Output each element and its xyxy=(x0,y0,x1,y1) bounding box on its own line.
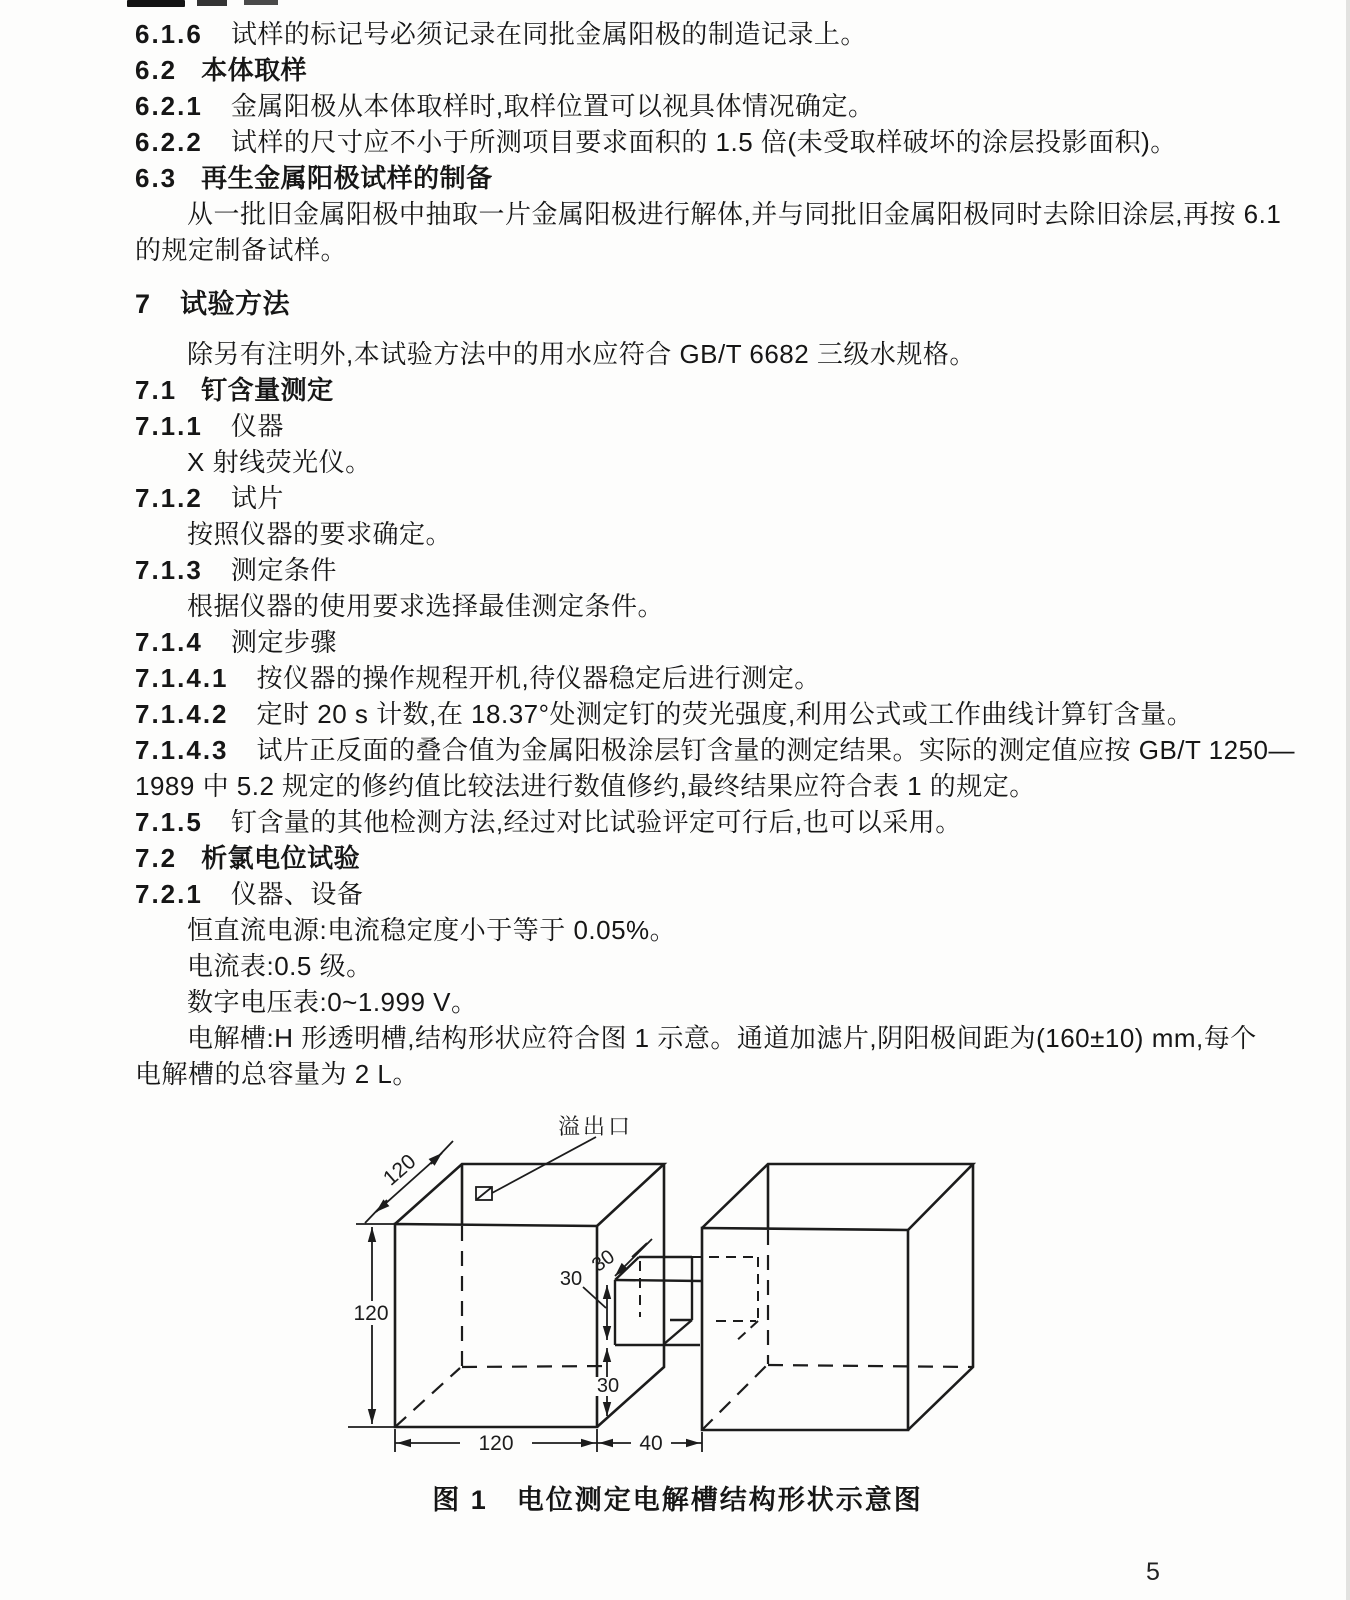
scan-artifact xyxy=(197,0,227,6)
clause-7-1-4-3 xyxy=(135,732,1296,768)
paragraph-text: 按照仪器的要求确定。 xyxy=(187,519,453,549)
paragraph-line xyxy=(135,948,1220,984)
paragraph-line xyxy=(135,444,1220,480)
clause-text: 定时 20 s 计数,在 18.37°处测定钉的荧光强度,利用公式或工作曲线计算钉含量。 xyxy=(256,699,1194,729)
clause-number: 7 xyxy=(135,289,153,319)
paragraph-text: 的规定制备试样。 xyxy=(135,235,348,265)
dim-label-channel-depth-30: 30 xyxy=(588,1245,619,1277)
clause-6-2-2 xyxy=(135,124,1220,160)
clause-7-1-2 xyxy=(135,480,1220,516)
clause-number: 7.1 xyxy=(135,375,178,405)
clause-number: 7.1.4.3 xyxy=(135,735,229,765)
paragraph-text: 恒直流电源:电流稳定度小于等于 0.05%。 xyxy=(187,915,677,945)
clause-number: 6.2 xyxy=(135,55,178,85)
paragraph-text: 电解槽的总容量为 2 L。 xyxy=(135,1059,419,1089)
clause-7-1-4-1 xyxy=(135,660,1220,696)
left-cell-cube xyxy=(395,1164,664,1427)
clause-text: 试样的标记号必须记录在同批金属阳极的制造记录上。 xyxy=(230,19,867,49)
heading-text: 本体取样 xyxy=(201,55,308,85)
paragraph-text: 除另有注明外,本试验方法中的用水应符合 GB/T 6682 三级水规格。 xyxy=(187,339,976,369)
clause-text: 测定步骤 xyxy=(230,627,337,657)
document-body xyxy=(135,16,1296,1518)
paragraph-text: 从一批旧金属阳极中抽取一片金属阳极进行解体,并与同批旧金属阳极同时去除旧涂层,再按 6.1 xyxy=(187,199,1282,229)
heading-7-1 xyxy=(135,372,1220,408)
dim-label-width-120: 120 xyxy=(478,1432,514,1455)
dimension-arrowheads xyxy=(368,1153,700,1447)
clause-number: 7.2 xyxy=(135,843,178,873)
paragraph-text: 根据仪器的使用要求选择最佳测定条件。 xyxy=(187,591,665,621)
paragraph-text: 1989 中 5.2 规定的修约值比较法进行数值修约,最终结果应符合表 1 的规定。 xyxy=(135,771,1036,801)
dim-label-gap-40: 40 xyxy=(639,1432,663,1455)
clause-number: 6.3 xyxy=(135,163,178,193)
clause-text: 仪器、设备 xyxy=(230,879,364,909)
clause-text: 试样的尺寸应不小于所测项目要求面积的 1.5 倍(未受取样破坏的涂层投影面积)。 xyxy=(230,127,1177,157)
overflow-port-icon xyxy=(476,1137,596,1200)
clause-number: 7.1.5 xyxy=(135,807,203,837)
figure-1 xyxy=(135,1080,1220,1518)
paragraph-line xyxy=(135,588,1220,624)
clause-text: 金属阳极从本体取样时,取样位置可以视具体情况确定。 xyxy=(230,91,875,121)
paragraph-line xyxy=(135,1020,1257,1056)
overflow-port-label: 溢出口 xyxy=(558,1114,634,1139)
paragraph-text: X 射线荧光仪。 xyxy=(187,447,372,477)
clause-number: 7.1.2 xyxy=(135,483,203,513)
clause-7-1-5 xyxy=(135,804,1220,840)
clause-text: 按仪器的操作规程开机,待仪器稳定后进行测定。 xyxy=(256,663,821,693)
clause-7-2-1 xyxy=(135,876,1220,912)
heading-6-3 xyxy=(135,160,1220,196)
clause-number: 7.2.1 xyxy=(135,879,203,909)
page-number: 5 xyxy=(1146,1558,1160,1586)
clause-6-1-6 xyxy=(135,16,1220,52)
clause-number: 6.2.1 xyxy=(135,91,203,121)
heading-7-2 xyxy=(135,840,1220,876)
clause-number: 7.1.4.2 xyxy=(135,699,229,729)
heading-text: 再生金属阳极试样的制备 xyxy=(201,163,493,193)
chapter-heading-7 xyxy=(135,286,1220,322)
paragraph-line xyxy=(135,768,1220,804)
channel-hidden-edges xyxy=(640,1257,758,1343)
heading-6-2 xyxy=(135,52,1220,88)
clause-number: 7.1.1 xyxy=(135,411,203,441)
paragraph-text: 电流表:0.5 级。 xyxy=(187,951,373,981)
clause-text: 试片正反面的叠合值为金属阳极涂层钉含量的测定结果。实际的测定值应按 GB/T 1250— xyxy=(256,735,1296,765)
clause-number: 7.1.4.1 xyxy=(135,663,229,693)
scan-edge xyxy=(1346,0,1350,1600)
heading-text: 钉含量测定 xyxy=(201,375,334,405)
clause-7-1-4 xyxy=(135,624,1220,660)
clause-6-2-1 xyxy=(135,88,1220,124)
figure-caption: 图 1 电位测定电解槽结构形状示意图 xyxy=(432,1485,923,1515)
electrolytic-cell-diagram xyxy=(330,1080,1010,1480)
dimension-lines xyxy=(348,1141,702,1452)
paragraph-line xyxy=(135,516,1220,552)
paragraph-text: 数字电压表:0~1.999 V。 xyxy=(187,987,478,1017)
scan-artifact xyxy=(244,0,278,5)
clause-7-1-3 xyxy=(135,552,1220,588)
clause-number: 7.1.4 xyxy=(135,627,203,657)
clause-text: 测定条件 xyxy=(230,555,337,585)
clause-7-1-4-2 xyxy=(135,696,1220,732)
channel-tube xyxy=(615,1257,701,1345)
clause-7-1-1 xyxy=(135,408,1220,444)
clause-number: 7.1.3 xyxy=(135,555,203,585)
dim-label-channel-height-30: 30 xyxy=(559,1268,583,1290)
clause-text: 试片 xyxy=(230,483,284,513)
paragraph-line xyxy=(135,336,1220,372)
heading-text: 析氯电位试验 xyxy=(201,843,361,873)
paragraph-line xyxy=(135,196,1282,232)
clause-text: 仪器 xyxy=(230,411,284,441)
paragraph-line xyxy=(135,232,1220,268)
paragraph-text: 电解槽:H 形透明槽,结构形状应符合图 1 示意。通道加滤片,阴阳极间距为(160±10) mm,每个 xyxy=(187,1023,1257,1053)
paragraph-line xyxy=(135,912,1220,948)
scan-artifact xyxy=(127,0,185,7)
clause-number: 6.1.6 xyxy=(135,19,203,49)
dim-label-height-120: 120 xyxy=(353,1302,389,1325)
clause-number: 6.2.2 xyxy=(135,127,203,157)
dim-label-channel-bottom-30: 30 xyxy=(596,1375,620,1397)
heading-text: 试验方法 xyxy=(180,289,291,319)
clause-text: 钉含量的其他检测方法,经过对比试验评定可行后,也可以采用。 xyxy=(230,807,962,837)
dim-label-depth-120: 120 xyxy=(378,1149,421,1191)
paragraph-line xyxy=(135,984,1220,1020)
